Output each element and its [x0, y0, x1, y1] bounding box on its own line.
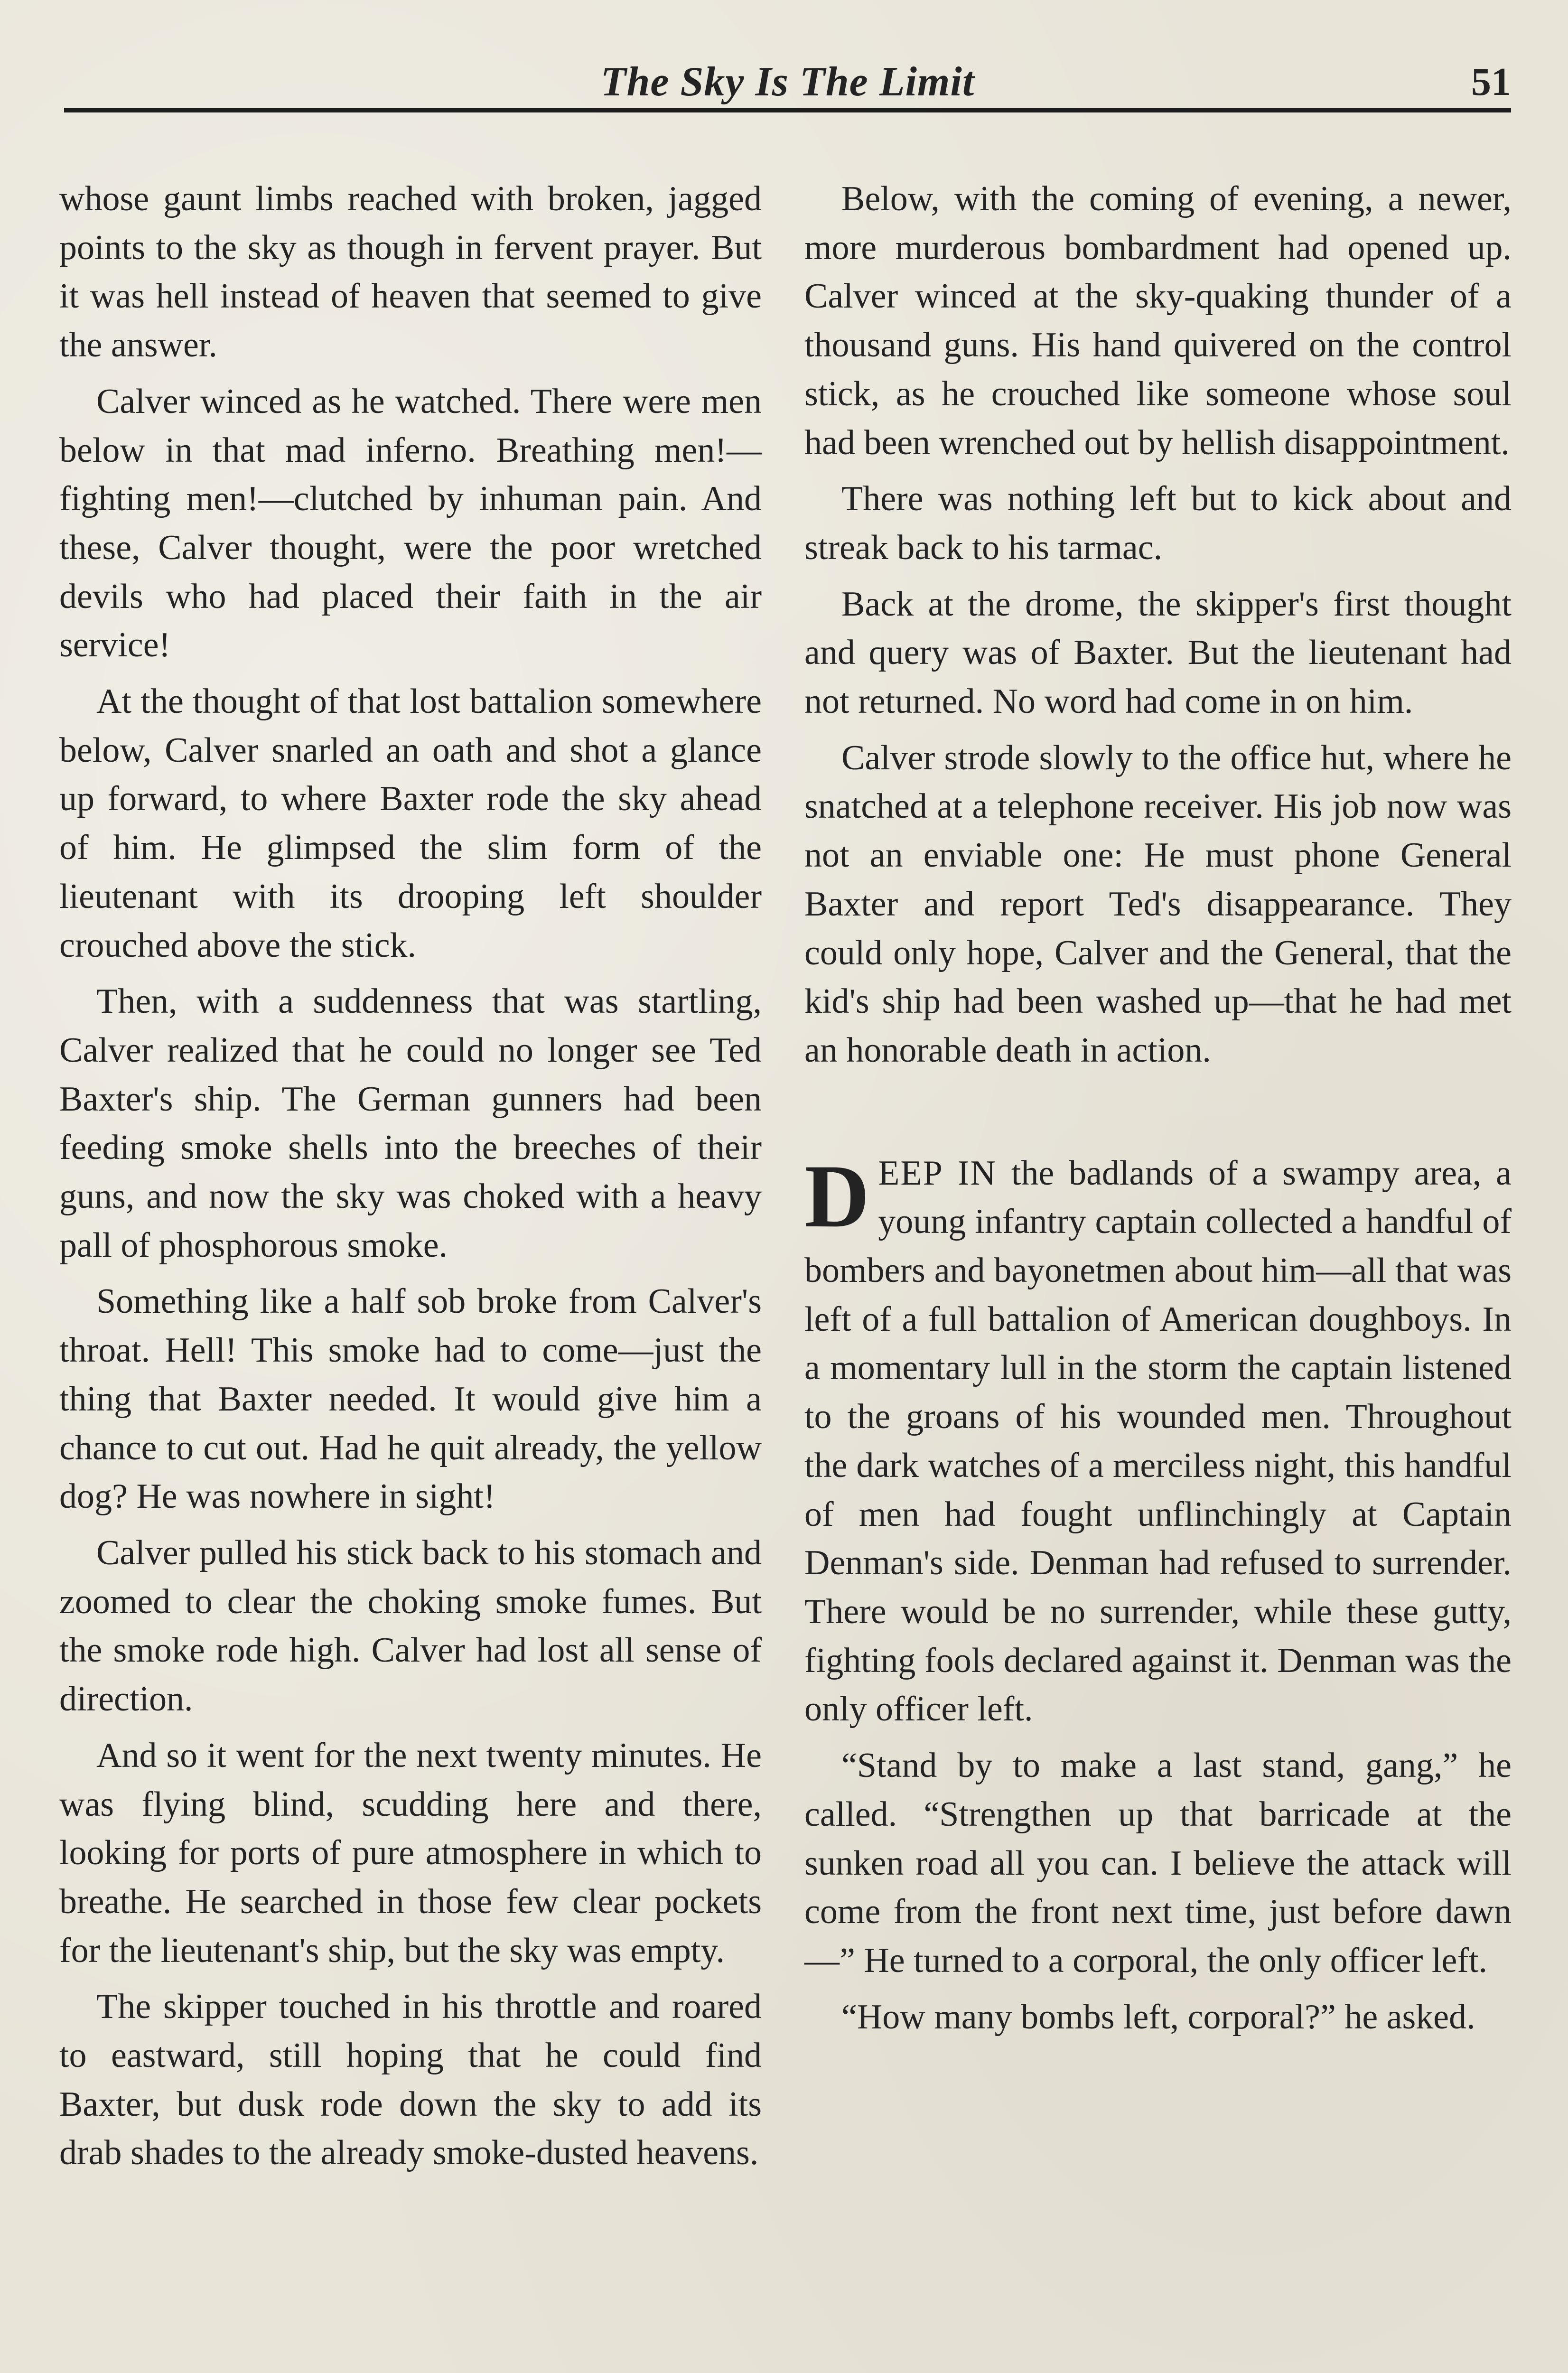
dropcap-lead-in: EEP IN: [878, 1153, 997, 1193]
paragraph: At the thought of that lost battalion somewhere below, Calver snarled an oath and shot a glance up forward, to where Baxter rode the sky ahead of him. He glimpsed the slim form of the lieutenant with its drooping left shoulder crouched above the stick.: [59, 682, 762, 965]
running-title: The Sky Is The Limit: [600, 59, 975, 105]
paragraph: “How many bombs left, corporal?” he asked.: [841, 1997, 1475, 2037]
paragraph: There was nothing left but to kick about and streak back to his tarmac.: [804, 479, 1512, 567]
paragraph: Back at the drome, the skipper's first thought and query was of Baxter. But the lieutenant had not returned. No word had come in on him.: [804, 584, 1512, 721]
paragraph: Calver strode slowly to the office hut, where he snatched at a telephone receiver. His job now was not an enviable one: He must phone General Baxter and report Ted's disappearance. They could only hope, Calver and the General, that the kid's ship had been washed up—that he had met an honorable death in action.: [804, 738, 1512, 1070]
left-column: [59, 175, 762, 2185]
paragraph: Calver winced as he watched. There were men below in that mad inferno. Breathing men!—fighting men!—clutched by inhuman pain. And these, Calver thought, were the poor wretched devils who had placed their faith in the air service!: [59, 382, 762, 665]
paragraph: whose gaunt limbs reached with broken, jagged points to the sky as though in fervent prayer. But it was hell instead of heaven that seemed to give the answer.: [59, 179, 762, 365]
paragraph: Something like a half sob broke from Calver's throat. Hell! This smoke had to come—just the thing that Baxter needed. It would give him a chance to cut out. Had he quit already, the yellow dog? He was nowhere in sight!: [59, 1282, 762, 1516]
paragraph: And so it went for the next twenty minutes. He was flying blind, scudding here and there, looking for ports of pure atmosphere in which to breathe. He searched in those few clear pockets for the lieutenant's ship, but the sky was empty.: [59, 1736, 762, 1970]
paragraph: Below, with the coming of evening, a newer, more murderous bombardment had opened up. Calver winced at the sky-quaking thunder of a thousand guns. His hand quivered on the control stick, as he crouched like someone whose soul had been wrenched out by hellish disappointment.: [804, 179, 1512, 462]
page-number: 51: [1471, 60, 1511, 104]
header-rule: [64, 108, 1511, 112]
right-column: [804, 175, 1512, 2049]
dropcap-paragraph-text: the badlands of a swampy area, a young infantry captain collected a handful of bombers and bayonetmen about him—all that was left of a full battalion of American doughboys. In a momentary lull in the storm the captain listened to the groans of his wounded men. Throughout the dark watches of a merciless night, this handful of men had fought unflinchingly at Captain Denman's side. Denman had refused to surrender. There would be no surrender, while these gutty, fighting fools declared against it. Denman was the only officer left.: [804, 1153, 1512, 1729]
paragraph: Calver pulled his stick back to his stomach and zoomed to clear the choking smoke fumes. But the smoke rode high. Calver had lost all sense of direction.: [59, 1533, 762, 1719]
section-break: [804, 1083, 1512, 1149]
paragraph: “Stand by to make a last stand, gang,” he called. “Strengthen up that barricade at the sunken road all you can. I believe the attack will come from the front next time, just before dawn—” He turned to a corporal, the only officer left.: [804, 1746, 1512, 1980]
dropcap-paragraph: [804, 1146, 1512, 1734]
paragraph: The skipper touched in his throttle and roared to eastward, still hoping that he could find Baxter, but dusk rode down the sky to add its drab shades to the already smoke-dusted heavens.: [59, 1987, 762, 2173]
page-header: [64, 56, 1511, 113]
paragraph: Then, with a suddenness that was startling, Calver realized that he could no longer see Ted Baxter's ship. The German gunners had been feeding smoke shells into the breeches of their guns, and now the sky was choked with a heavy pall of phosphorous smoke.: [59, 982, 762, 1265]
drop-cap: D: [804, 1146, 870, 1246]
